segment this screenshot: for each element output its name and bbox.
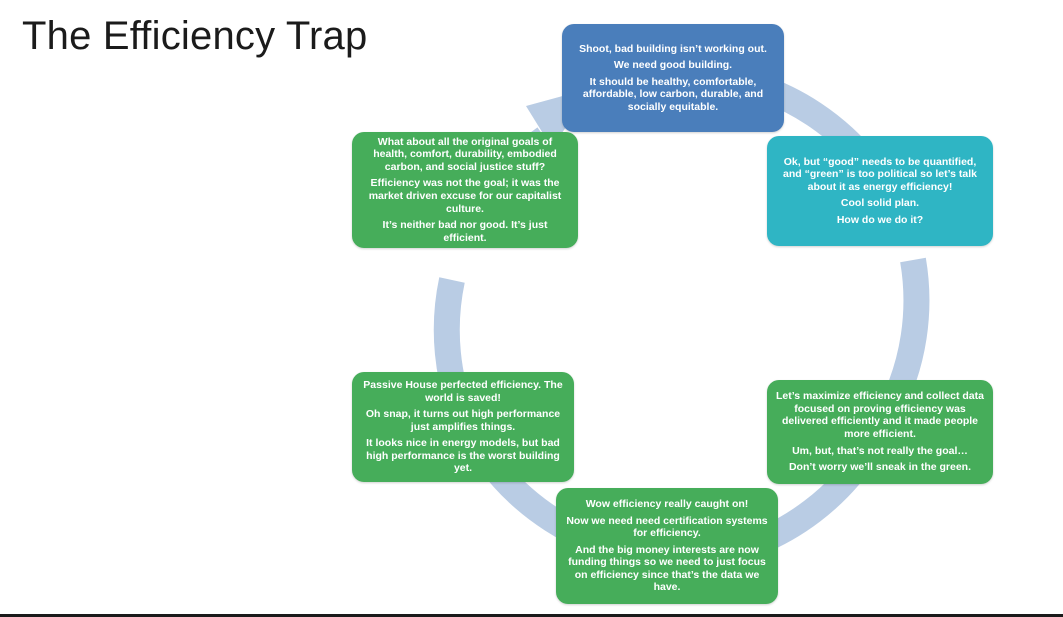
page-title: The Efficiency Trap xyxy=(22,14,368,58)
cycle-node-line: Oh snap, it turns out high performance just amplifies things. xyxy=(365,408,561,433)
cycle-node-3 xyxy=(767,380,993,484)
cycle-node-line: Shoot, bad building isn’t working out. xyxy=(579,42,767,55)
cycle-node-6 xyxy=(352,132,578,248)
cycle-node-line: How do we do it? xyxy=(836,213,924,226)
cycle-node-line: Wow efficiency really caught on! xyxy=(585,497,749,510)
cycle-node-line: Cool solid plan. xyxy=(840,197,920,210)
cycle-node-line: And the big money interests are now funding things so we need to just focus on efficiency since that’s the data we have. xyxy=(568,543,766,594)
cycle-diagram xyxy=(330,10,1050,610)
cycle-node-line: Let’s maximize efficiency and collect data focused on proving efficiency was delivered efficiently and it made people more efficient. xyxy=(776,390,984,440)
cycle-node-line: It should be healthy, comfortable, affordable, low carbon, durable, and socially equitable. xyxy=(582,75,764,113)
cycle-node-1 xyxy=(562,24,784,132)
cycle-node-line: Don’t worry we’ll sneak in the green. xyxy=(788,461,972,474)
cycle-node-2 xyxy=(767,136,993,246)
cycle-node-line: Efficiency was not the goal; it was the market driven excuse for our capitalist culture. xyxy=(368,177,562,215)
cycle-node-line: It’s neither bad nor good. It’s just efficient. xyxy=(382,219,548,244)
cycle-node-line: It looks nice in energy models, but bad high performance is the worst building yet. xyxy=(366,437,560,475)
cycle-node-5 xyxy=(352,372,574,482)
cycle-node-line: We need good building. xyxy=(613,59,733,72)
cycle-node-line: What about all the original goals of health, comfort, durability, embodied carbon, and social justice stuff? xyxy=(373,135,557,173)
cycle-node-line: Passive House perfected efficiency. The world is saved! xyxy=(363,378,563,404)
cycle-node-line: Ok, but “good” needs to be quantified, and “green” is too political so let’s talk about it as energy efficiency! xyxy=(783,155,977,193)
cycle-node-line: Now we need need certification systems for efficiency. xyxy=(566,514,768,540)
cycle-node-line: Um, but, that’s not really the goal… xyxy=(792,444,968,457)
cycle-node-4 xyxy=(556,488,778,604)
